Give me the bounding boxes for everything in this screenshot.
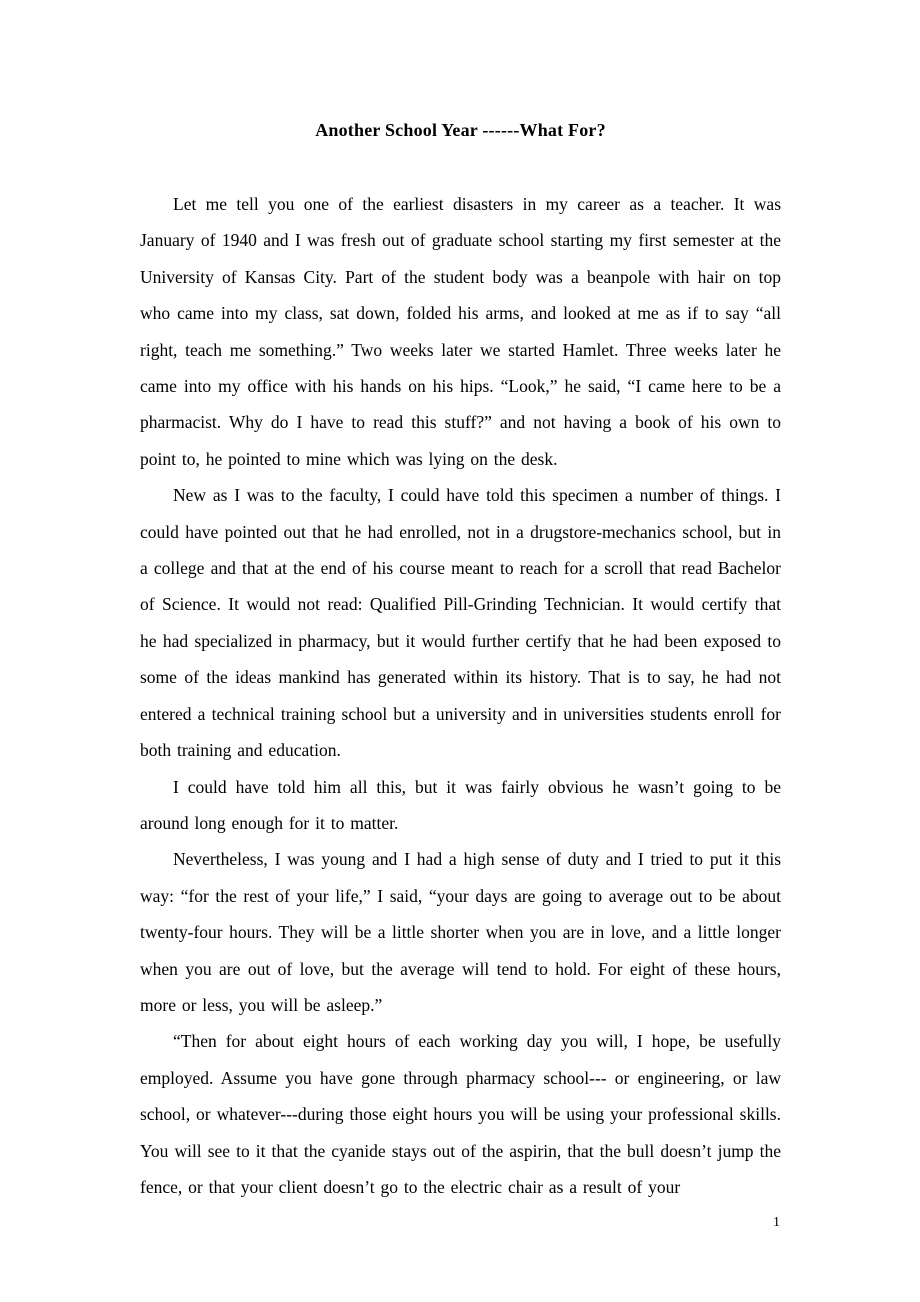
document-title: Another School Year ------What For? <box>315 120 606 140</box>
paragraph: I could have told him all this, but it was fairly obvious he wasn’t going to be around long enough for it to matter. <box>140 776 781 833</box>
paragraph: New as I was to the faculty, I could have told this specimen a number of things. I could have pointed out that he had enrolled, not in a drugstore-mechanics school, but in a college and that at the end of his course meant to reach for a scroll that read Bachelor of Science. It would not read: Qualified Pill-Grinding Technician. It would certify that he had specialized in pharmacy, but it would further certify that he had been exposed to some of the ideas mankind has generated within its history. That is to say, he had not entered a technical training school but a university and in universities students enroll for both training and education. <box>140 485 781 761</box>
paragraph: “Then for about eight hours of each working day you will, I hope, be usefully employed. Assume you have gone through pharmacy school--- or engineering, or law school, or whatever---during those eight hours you will be using your professional skills. You will see to it that the cyanide stays out of the aspirin, that the bull doesn’t jump the fence, or that your client doesn’t go to the electric chair as a result of your <box>140 1031 781 1197</box>
paragraph: Let me tell you one of the earliest disasters in my career as a teacher. It was January of 1940 and I was fresh out of graduate school starting my first semester at the University of Kansas City. Part of the student body was a beanpole with hair on top who came into my class, sat down, folded his arms, and looked at me as if to say “all right, teach me something.” Two weeks later we started Hamlet. Three weeks later he came into my office with his hands on his hips. “Look,” he said, “I came here to be a pharmacist. Why do I have to read this stuff?” and not having a book of his own to point to, he pointed to mine which was lying on the desk. <box>140 194 781 469</box>
page-number: 1 <box>773 1215 780 1230</box>
paragraph: Nevertheless, I was young and I had a high sense of duty and I tried to put it this way: “for the rest of your life,” I said, “your days are going to average out to be about twenty-four hours. They will be a little shorter when you are in love, and a little longer when you are out of love, but the average will tend to hold. For eight of these hours, more or less, you will be asleep.” <box>140 849 781 1015</box>
